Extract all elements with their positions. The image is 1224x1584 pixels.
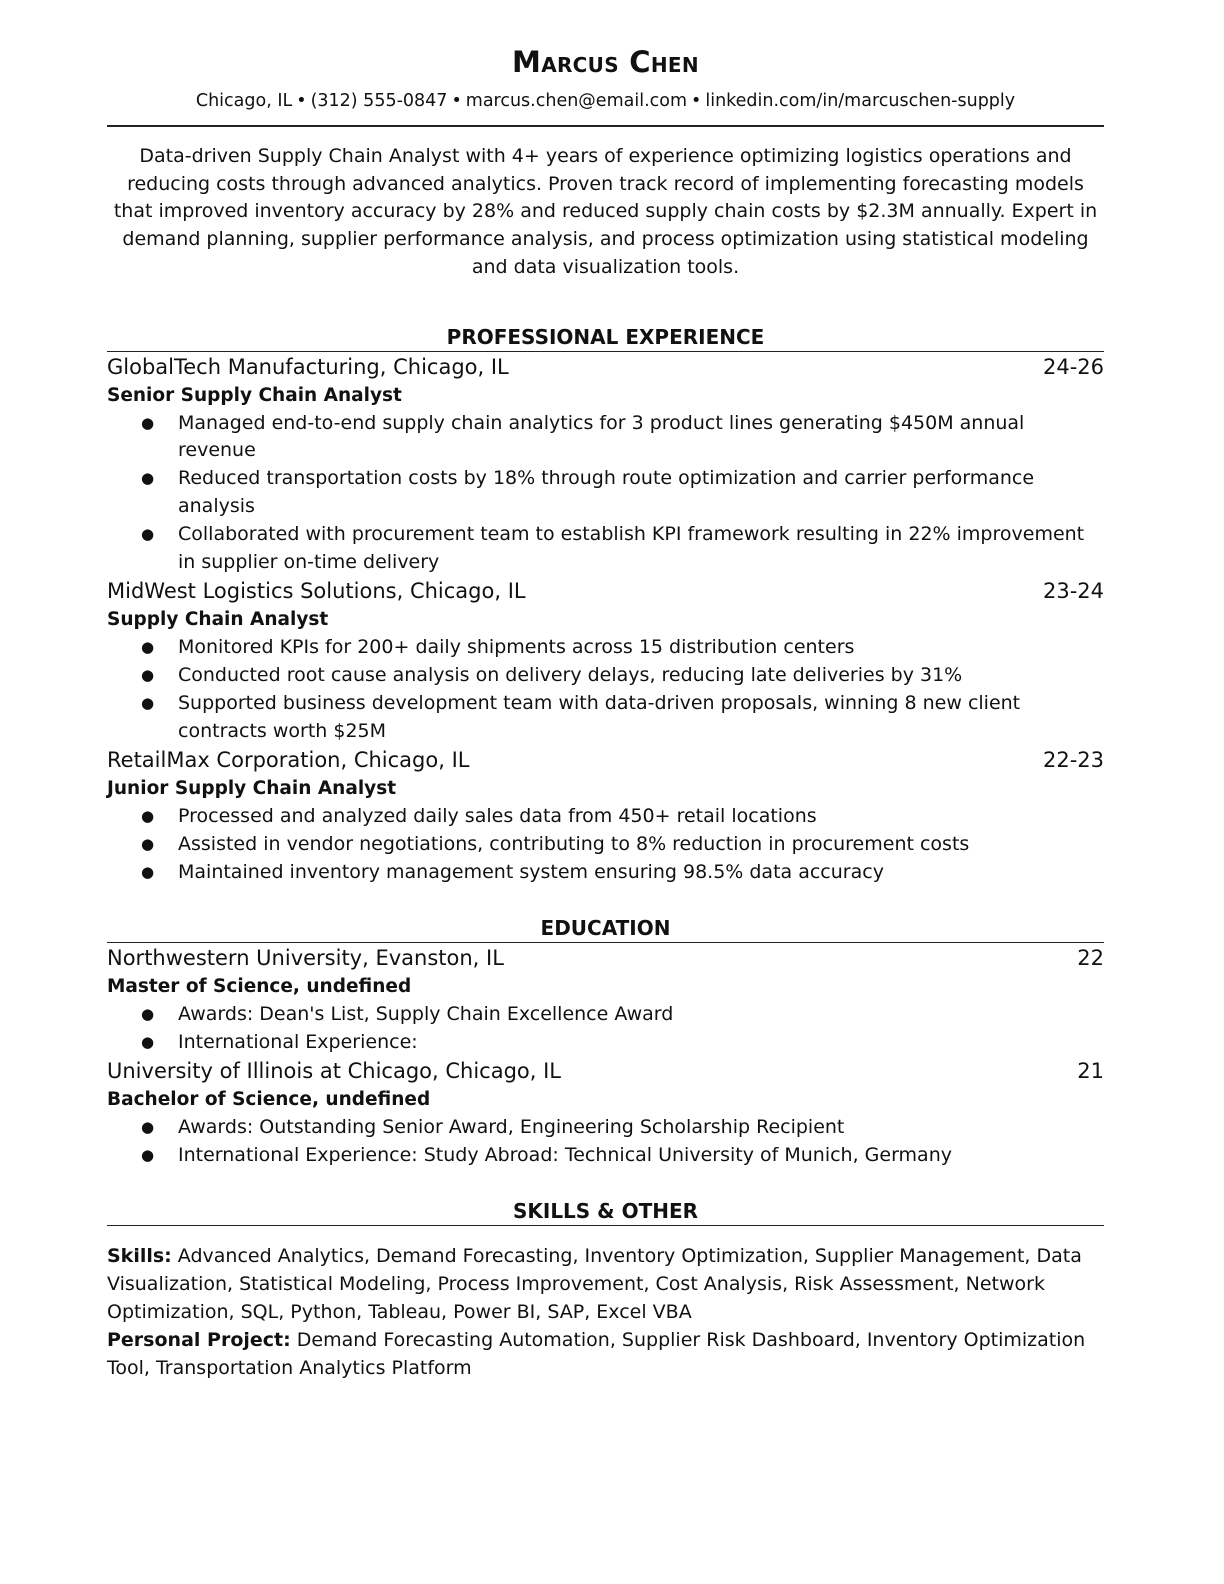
job-company: MidWest Logistics Solutions, Chicago, IL <box>107 579 526 604</box>
candidate-name: Marcus Chen <box>512 45 699 79</box>
section-title-experience: PROFESSIONAL EXPERIENCE <box>107 324 1104 352</box>
job-header <box>107 576 1104 606</box>
education-year: 22 <box>1077 945 1104 970</box>
job-role: Supply Chain Analyst <box>107 609 329 631</box>
skills-text: Advanced Analytics, Demand Forecasting, Inventory Optimization, Supplier Management, Data Visualization, Statistical Modeling, Process Improvement, Cost Analysis, Risk Assessment, Network Optimization, SQL, Python, Tableau, Power BI, SAP, Excel VBA <box>107 1245 1082 1324</box>
job-dates: 23-24 <box>1042 579 1104 604</box>
education-degree: Master of Science, undefined <box>107 975 412 997</box>
job-entry <box>107 745 1104 886</box>
education-bullets <box>107 1001 1104 1057</box>
education-school: University of Illinois at Chicago, Chicago, IL <box>107 1059 562 1084</box>
project-text: Demand Forecasting Automation, Supplier Risk Dashboard, Inventory Optimization Tool, Transportation Analytics Platform <box>107 1329 1086 1380</box>
education-header <box>107 943 1104 973</box>
contact-phone: (312) 555-0847 <box>310 91 448 111</box>
contact-location: Chicago, IL <box>195 91 293 111</box>
education-degree: Bachelor of Science, undefined <box>107 1089 431 1111</box>
education-header <box>107 1056 1104 1086</box>
professional-summary: Data-driven Supply Chain Analyst with 4+ years of experience optimizing logistics operations and reducing costs through advanced analytics. Proven track record of implementing forecasting models that improved inventory accuracy by 28% and reduced supply chain costs by $2.3M annually. Expert in demand planning, supplier performance analysis, and process optimization using statistical modeling and data visualization tools. <box>113 145 1098 278</box>
education-bullets <box>107 1114 1104 1170</box>
job-header <box>107 352 1104 382</box>
job-company: GlobalTech Manufacturing, Chicago, IL <box>107 354 509 379</box>
contact-separator: • <box>451 91 462 111</box>
education-school: Northwestern University, Evanston, IL <box>107 945 504 970</box>
bullet-item: ● Awards: Outstanding Senior Award, Engineering Scholarship Recipient <box>107 1114 1104 1142</box>
bullet-item: ● Managed end-to-end supply chain analytics for 3 product lines generating $450M annual revenue <box>107 410 1104 466</box>
job-role: Junior Supply Chain Analyst <box>107 778 397 800</box>
bullet-item: ● Processed and analyzed daily sales data from 450+ retail locations <box>107 803 1104 831</box>
job-bullets <box>107 803 1104 886</box>
contact-separator: • <box>691 91 702 111</box>
skills-line <box>107 1242 1104 1326</box>
contact-linkedin[interactable]: linkedin.com/in/marcuschen-supply <box>705 91 1016 111</box>
section-title-skills: SKILLS & OTHER <box>107 1198 1104 1226</box>
job-bullets <box>107 634 1104 745</box>
bullet-item: ● Reduced transportation costs by 18% through route optimization and carrier performance analysis <box>107 465 1104 521</box>
bullet-item: ● Monitored KPIs for 200+ daily shipments across 15 distribution centers <box>107 634 1104 662</box>
job-dates: 22-23 <box>1042 748 1104 773</box>
job-header <box>107 745 1104 775</box>
job-role: Senior Supply Chain Analyst <box>107 384 402 406</box>
bullet-item: ● Maintained inventory management system ensuring 98.5% data accuracy <box>107 859 1104 887</box>
skills-block <box>107 1242 1104 1382</box>
education-year: 21 <box>1077 1059 1104 1084</box>
job-dates: 24-26 <box>1042 354 1104 379</box>
project-label: Personal Project: <box>107 1329 291 1352</box>
bullet-item: ● Assisted in vendor negotiations, contributing to 8% reduction in procurement costs <box>107 831 1104 859</box>
bullet-item: ● International Experience: Study Abroad: Technical University of Munich, Germany <box>107 1142 1104 1170</box>
bullet-item: ● International Experience: <box>107 1029 1104 1057</box>
job-bullets <box>107 410 1104 577</box>
contact-line <box>107 90 1104 127</box>
job-company: RetailMax Corporation, Chicago, IL <box>107 748 470 773</box>
bullet-item: ● Supported business development team with data-driven proposals, winning 8 new client contracts worth $25M <box>107 690 1104 746</box>
bullet-item: ● Awards: Dean's List, Supply Chain Excellence Award <box>107 1001 1104 1029</box>
contact-separator: • <box>296 91 307 111</box>
job-entry <box>107 576 1104 745</box>
project-line <box>107 1326 1104 1382</box>
section-title-education: EDUCATION <box>107 915 1104 943</box>
job-entry <box>107 352 1104 577</box>
education-entry <box>107 1056 1104 1170</box>
contact-email[interactable]: marcus.chen@email.com <box>465 91 688 111</box>
bullet-item: ● Conducted root cause analysis on delivery delays, reducing late deliveries by 31% <box>107 662 1104 690</box>
skills-label: Skills: <box>107 1245 172 1268</box>
bullet-item: ● Collaborated with procurement team to establish KPI framework resulting in 22% improvement in supplier on-time delivery <box>107 521 1104 577</box>
education-entry <box>107 943 1104 1057</box>
